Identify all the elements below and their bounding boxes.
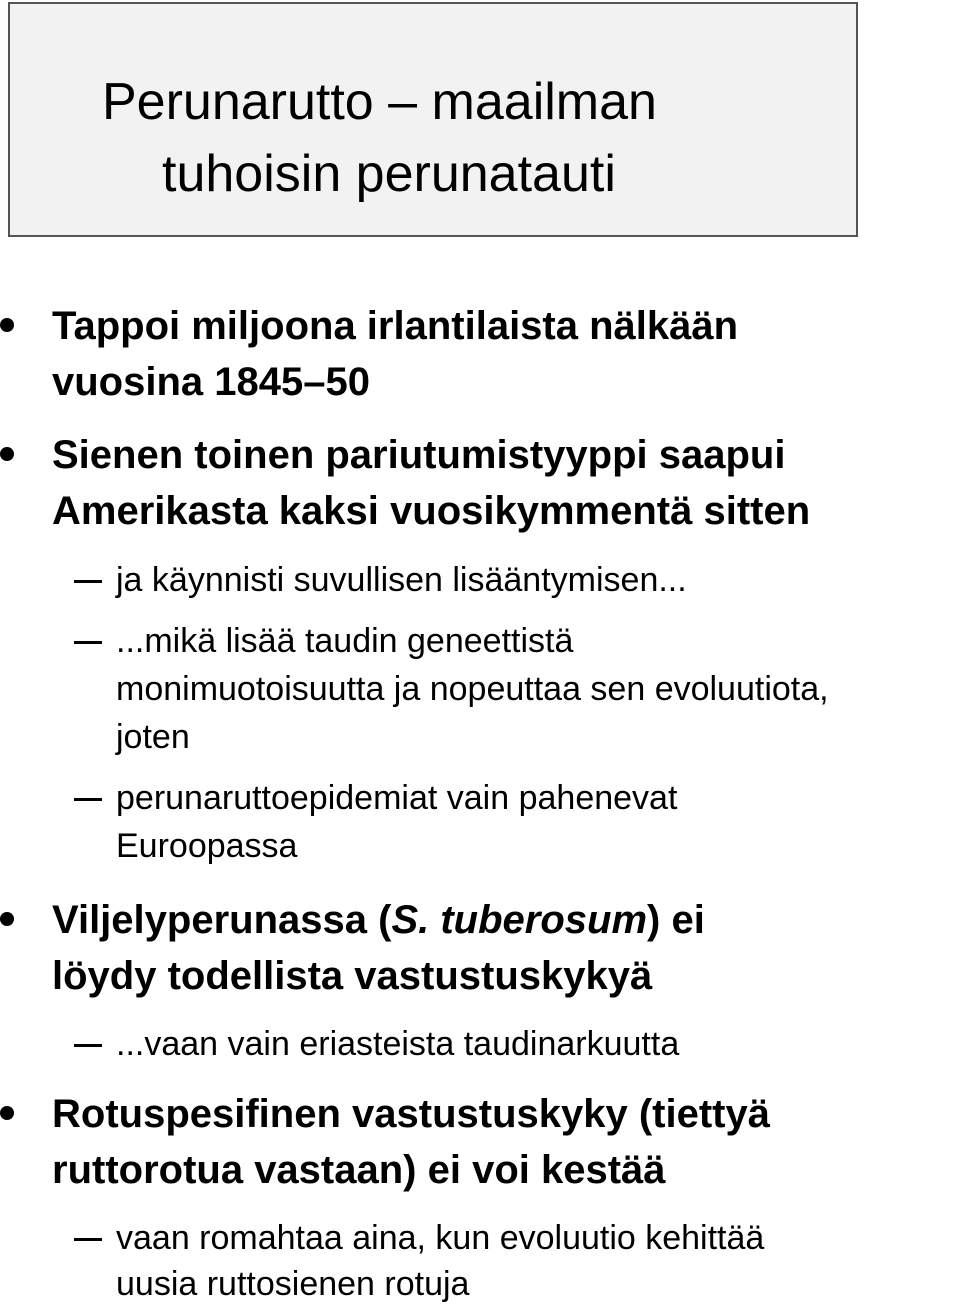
bullet-4-line-1: Rotuspesifinen vastustuskyky (tiettyä	[52, 1092, 770, 1136]
bullet-3-line-1-start: Viljelyperunassa (	[52, 898, 392, 942]
bullet-4-sub-1-line-1: vaan romahtaa aina, kun evoluutio kehittää	[116, 1219, 765, 1257]
bullet-3-line-1-end: ) ei	[647, 898, 705, 942]
bullet-2-line-1: Sienen toinen pariutumistyyppi saapui	[52, 433, 786, 477]
title-box	[8, 2, 858, 237]
bullet-3-line-1	[52, 892, 705, 948]
sub-bullet-dash	[74, 641, 102, 644]
bullet-4-sub-1-line-2: uusia ruttosienen rotuja	[116, 1265, 470, 1303]
bullet-marker	[0, 318, 14, 332]
sub-bullet-dash	[74, 1044, 102, 1047]
bullet-2-sub-1: ja käynnisti suvullisen lisääntymisen...	[116, 561, 687, 599]
bullet-2-line-2: Amerikasta kaksi vuosikymmentä sitten	[52, 489, 811, 533]
title-line-2: tuhoisin perunatauti	[162, 145, 616, 203]
bullet-3-sub-1: ...vaan vain eriasteista taudinarkuutta	[116, 1025, 680, 1063]
bullet-3-line-2: löydy todellista vastustuskykyä	[52, 954, 653, 998]
bullet-marker	[0, 447, 14, 461]
sub-bullet-dash	[74, 798, 102, 801]
species-name: S. tuberosum	[391, 898, 648, 942]
bullet-4-line-2: ruttorotua vastaan) ei voi kestää	[52, 1148, 666, 1192]
bullet-marker	[0, 1106, 14, 1120]
bullet-2-sub-2-line-3: joten	[116, 718, 190, 756]
bullet-1-line-2: vuosina 1845–50	[52, 360, 370, 404]
sub-bullet-dash	[74, 580, 102, 583]
bullet-1-line-1: Tappoi miljoona irlantilaista nälkään	[52, 304, 739, 348]
title-line-1: Perunarutto – maailman	[102, 73, 657, 131]
bullet-2-sub-3-line-1: perunaruttoepidemiat vain pahenevat	[116, 779, 678, 817]
bullet-marker	[0, 912, 14, 926]
sub-bullet-dash	[74, 1238, 102, 1241]
bullet-2-sub-3-line-2: Euroopassa	[116, 827, 298, 865]
bullet-2-sub-2-line-1: ...mikä lisää taudin geneettistä	[116, 622, 574, 660]
bullet-2-sub-2-line-2: monimuotoisuutta ja nopeuttaa sen evoluutiota,	[116, 670, 829, 708]
